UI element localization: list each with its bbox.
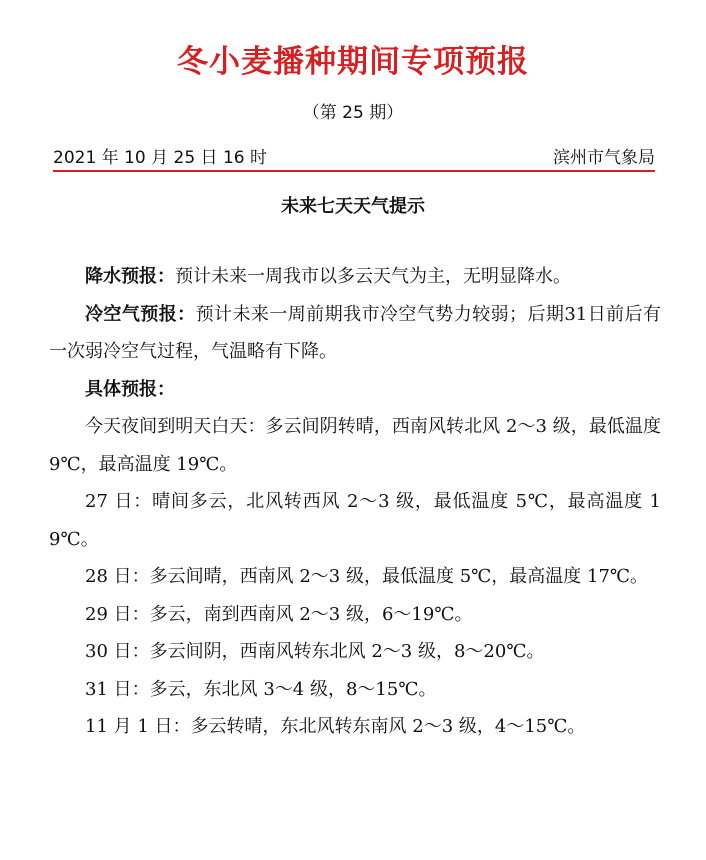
- forecast-body: [49, 258, 661, 746]
- detail-heading: [49, 371, 661, 409]
- cold-air-paragraph: [49, 296, 661, 371]
- daily-forecast-28: 28 日：多云间晴，西南风 2～3 级，最低温度 5℃，最高温度 17℃。: [85, 566, 649, 587]
- issue-info: [53, 145, 655, 171]
- precip-text: 预计未来一周我市以多云天气为主，无明显降水。: [175, 266, 571, 287]
- precip-label: 降水预报：: [85, 266, 175, 287]
- daily-forecast-nov1: 11 月 1 日：多云转晴，东北风转东南风 2～3 级，4～15℃。: [85, 716, 586, 737]
- red-divider: [53, 170, 655, 172]
- cold-air-label: 冷空气预报：: [85, 303, 196, 325]
- daily-forecast-tonight: 今天夜间到明天白天：多云间阴转晴，西南风转北风 2～3 级，最低温度 9℃，最高温度 19℃。: [49, 416, 661, 475]
- cold-air-text: 预计未来一周前期我市冷空气势力较弱；后期31日前后有一次弱冷空气过程，气温略有下降。: [49, 303, 662, 362]
- daily-forecast-31: 31 日：多云，东北风 3～4 级，8～15℃。: [85, 678, 437, 700]
- issue-date: 2021 年 10 月 25 日 16 时: [53, 148, 267, 168]
- issuer: 滨州市气象局: [553, 148, 655, 168]
- daily-forecast-29: 29 日：多云，南到西南风 2～3 级，6～19℃。: [85, 603, 473, 625]
- precip-paragraph: [49, 258, 661, 296]
- daily-forecast-27: 27 日：晴间多云，北风转西风 2～3 级，最低温度 5℃，最高温度 19℃。: [49, 491, 661, 550]
- document-title: 冬小麦播种期间专项预报: [177, 44, 529, 80]
- section-subtitle: 未来七天天气提示: [281, 196, 425, 217]
- detail-heading-label: 具体预报：: [85, 378, 175, 400]
- issue-number: （第 25 期）: [302, 103, 404, 123]
- daily-forecast-30: 30 日：多云间阴，西南风转东北风 2～3 级，8～20℃。: [85, 641, 545, 662]
